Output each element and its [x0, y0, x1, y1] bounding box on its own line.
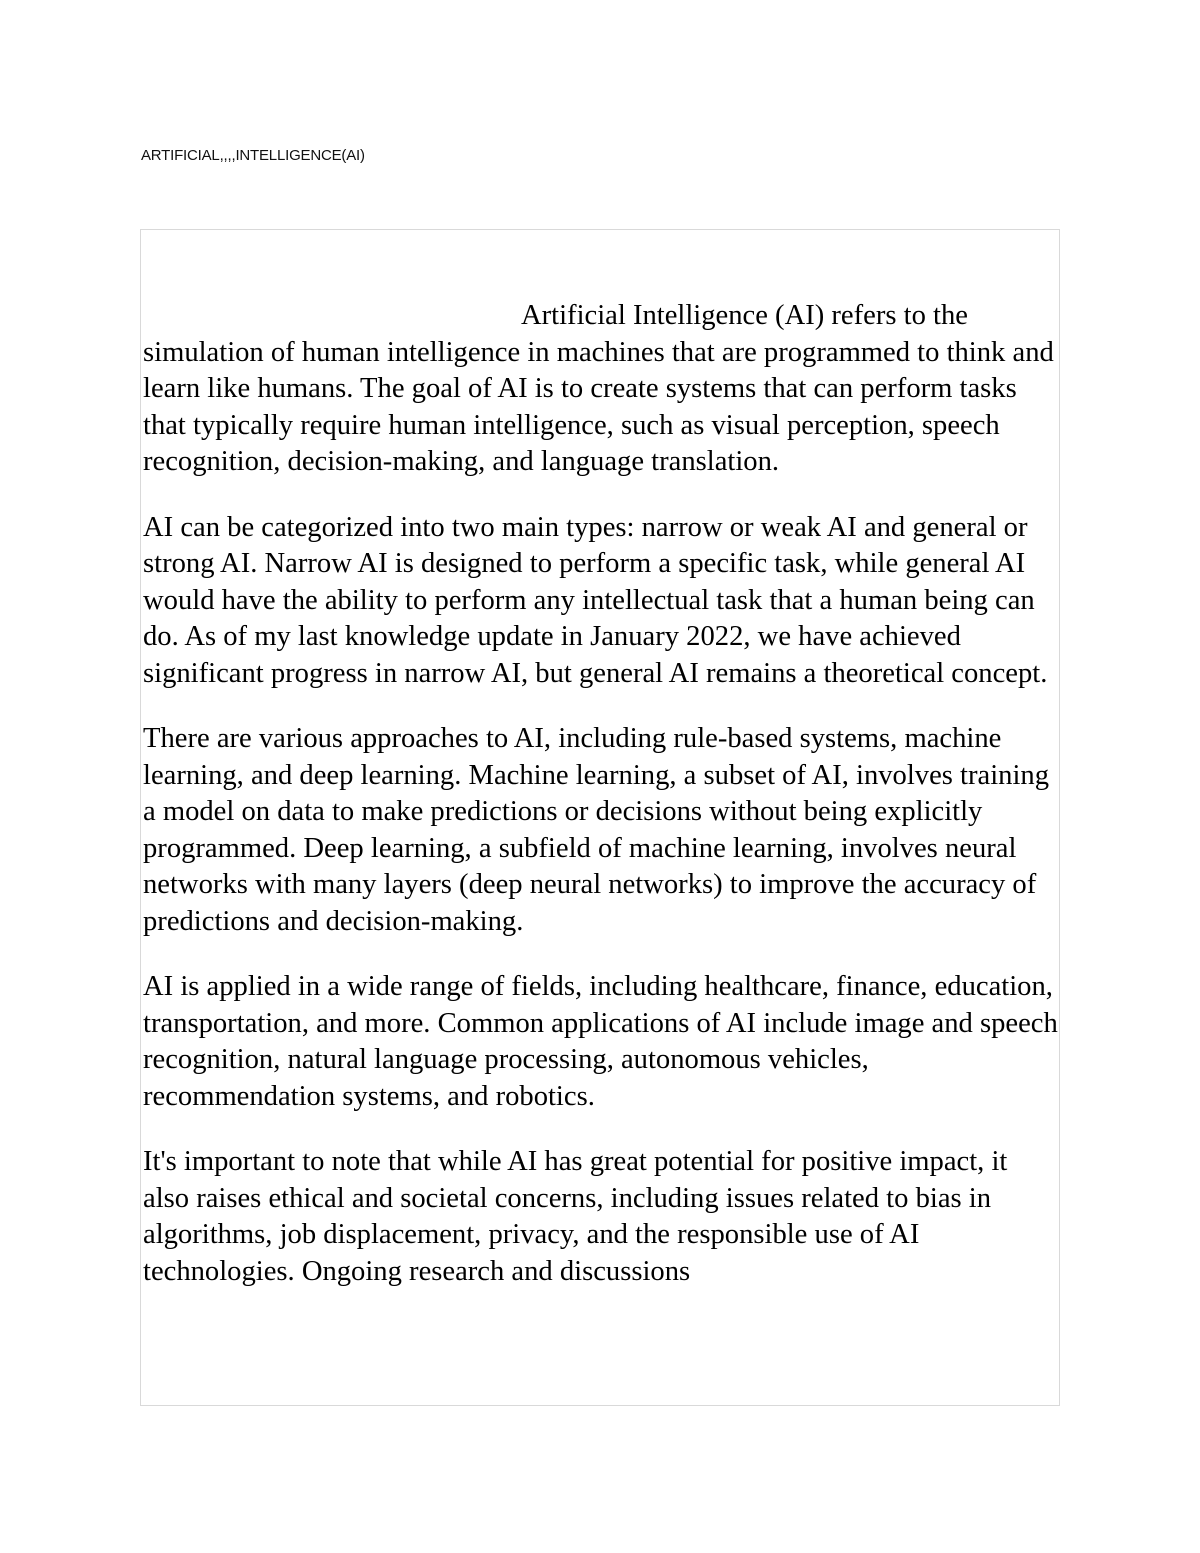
text-box	[140, 229, 1060, 1406]
paragraph-2: AI can be categorized into two main types: narrow or weak AI and general or strong AI. Narrow AI is designed to perform a specific task, while general AI would have the ability to perform any intellectual task that a human being can do. As of my last knowledge update in January 2022, we have achieved significant progress in narrow AI, but general AI remains a theoretical concept.	[143, 511, 1048, 689]
page-heading: ARTIFICIAL,,,,INTELLIGENCE(AI)	[141, 147, 365, 164]
paragraph-3: There are various approaches to AI, including rule-based systems, machine learning, and deep learning. Machine learning, a subset of AI, involves training a model on data to make predictions or decisions without being explicitly programmed. Deep learning, a subfield of machine learning, involves neural networks with many layers (deep neural networks) to improve the accuracy of predictions and decision-making.	[143, 723, 1049, 937]
paragraph-5: It's important to note that while AI has great potential for positive impact, it also raises ethical and societal concerns, including issues related to bias in algorithms, job displacement, privacy, and the responsible use of AI technologies. Ongoing research and discussions	[143, 1146, 1008, 1287]
paragraph-4: AI is applied in a wide range of fields, including healthcare, finance, education, transportation, and more. Common applications of AI include image and speech recognition, natural language processing, autonomous vehicles, recommendation systems, and robotics.	[143, 971, 1058, 1112]
paragraph-1: Artificial Intelligence (AI) refers to the simulation of human intelligence in machines that are programmed to think and learn like humans. The goal of AI is to create systems that can perform tasks that typically require human intelligence, such as visual perception, speech recognition, decision-making, and language translation.	[143, 300, 1054, 477]
text-box-content	[143, 298, 1059, 1319]
